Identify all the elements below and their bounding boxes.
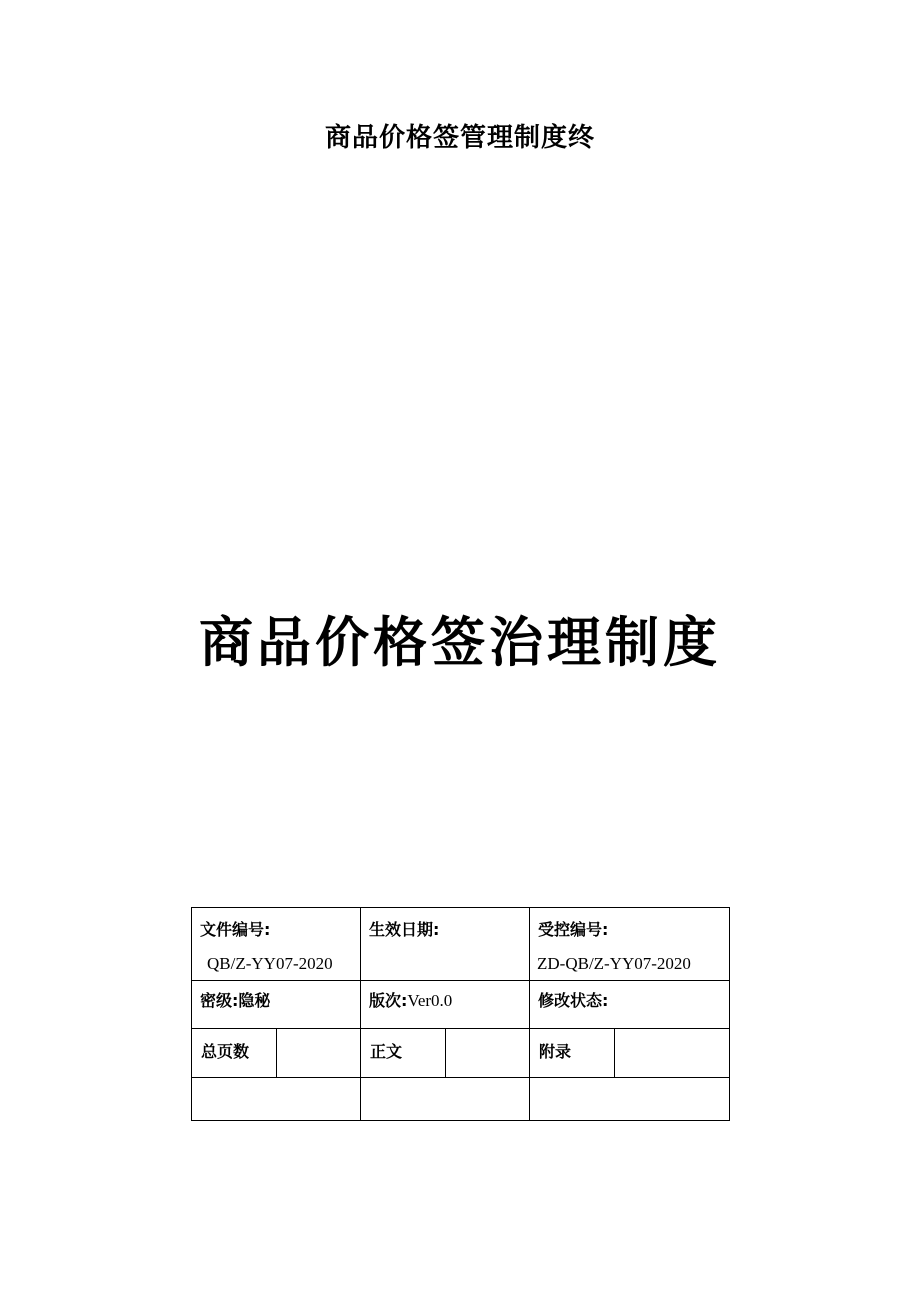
appendix-value-cell (615, 1029, 730, 1078)
version-cell (361, 981, 530, 1029)
empty-cell-1 (192, 1078, 361, 1121)
appendix-label: 附录 (539, 1042, 572, 1061)
empty-cell-3 (530, 1078, 730, 1121)
controlled-number-value: ZD-QB/Z-YY07-2020 (537, 954, 691, 973)
main-text-label-cell (361, 1029, 446, 1078)
info-row-4 (192, 1078, 730, 1121)
version-label: 版次: (369, 991, 408, 1010)
info-row-1 (192, 908, 730, 981)
controlled-number-cell (530, 908, 730, 981)
total-pages-label-cell (192, 1029, 277, 1078)
file-number-value: QB/Z-YY07-2020 (207, 954, 333, 973)
revision-status-cell (530, 981, 730, 1029)
confidentiality-value: 隐秘 (238, 991, 271, 1010)
total-pages-value (277, 1029, 360, 1042)
info-row-3 (192, 1029, 730, 1078)
effective-date-label: 生效日期: (369, 920, 440, 939)
controlled-number-label: 受控编号: (538, 920, 609, 939)
header-title: 商品价格签管理制度终 (324, 123, 595, 153)
document-info-table (191, 907, 730, 1121)
appendix-value (615, 1029, 729, 1042)
confidentiality-cell (192, 981, 361, 1029)
effective-date-cell (361, 908, 530, 981)
file-number-cell (192, 908, 361, 981)
appendix-label-cell (530, 1029, 615, 1078)
confidentiality-label: 密级: (200, 991, 239, 1010)
main-text-value-cell (446, 1029, 530, 1078)
document-title: 商品价格签治理制度 (199, 611, 721, 674)
main-text-label: 正文 (370, 1042, 403, 1061)
total-pages-label: 总页数 (201, 1042, 250, 1061)
file-number-label: 文件编号: (200, 920, 271, 939)
empty-cell-2 (361, 1078, 530, 1121)
info-row-2 (192, 981, 730, 1029)
version-value: Ver0.0 (407, 991, 453, 1010)
revision-status-label: 修改状态: (538, 991, 609, 1010)
main-text-value (446, 1029, 529, 1042)
total-pages-value-cell (277, 1029, 361, 1078)
